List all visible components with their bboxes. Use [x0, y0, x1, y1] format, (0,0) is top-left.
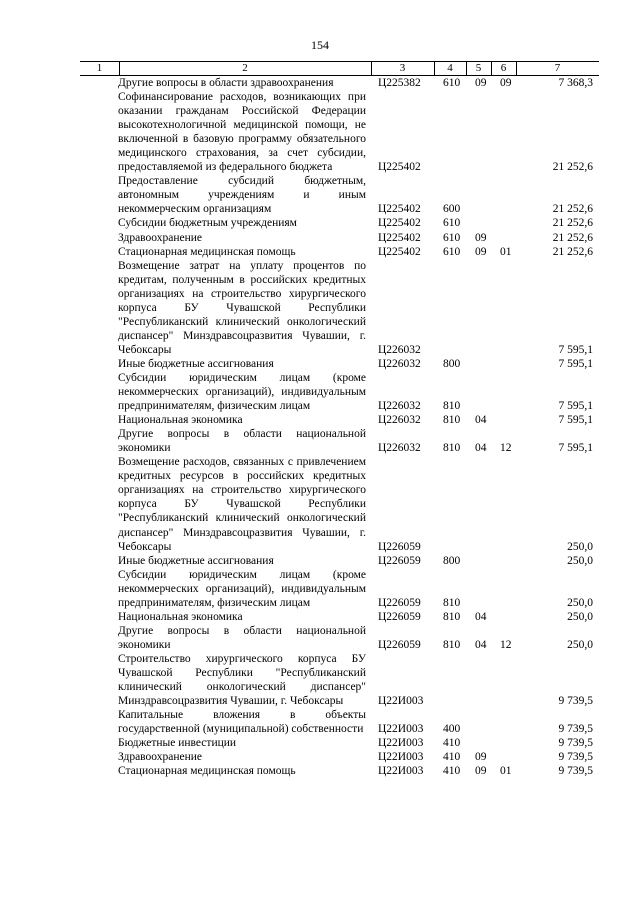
row-col-5: 09	[475, 765, 487, 778]
table-row	[0, 708, 640, 736]
row-name: Капитальные вложения в объекты государственной (муниципальной) собственности	[118, 709, 366, 736]
table-row	[0, 427, 640, 455]
row-amount: 250,0	[567, 596, 593, 609]
row-col-4: 810	[443, 400, 461, 413]
row-amount: 250,0	[567, 554, 593, 567]
table-header	[80, 61, 599, 76]
row-amount: 9 739,5	[558, 695, 593, 708]
row-name: Субсидии бюджетным учреждениям	[118, 217, 297, 230]
row-amount: 7 595,1	[558, 414, 593, 427]
table-row	[0, 554, 640, 568]
table-row	[0, 231, 640, 245]
row-name: Здравоохранение	[118, 231, 203, 244]
header-col-3: 3	[399, 62, 406, 74]
row-code: Ц22И003	[378, 695, 424, 708]
row-name: Предоставление субсидий бюджетным, автономным учреждениям и иным некоммерческим организациям	[118, 175, 366, 216]
row-amount: 21 252,6	[552, 161, 593, 174]
table-row	[0, 750, 640, 764]
row-amount: 250,0	[567, 610, 593, 623]
table-row	[0, 568, 640, 610]
table-row	[0, 216, 640, 230]
row-col-4: 800	[443, 357, 461, 370]
table-row	[0, 76, 640, 90]
row-code: Ц226059	[378, 638, 421, 651]
row-col-4: 600	[443, 203, 461, 216]
row-code: Ц22И003	[378, 723, 424, 736]
row-name: Здравоохранение	[118, 751, 203, 764]
row-amount: 9 739,5	[558, 765, 593, 778]
row-name: Национальная экономика	[118, 610, 243, 623]
row-name: Строительство хирургического корпуса БУ Чувашской Республики "Республиканский клинический онкологический диспансер" Минздравсоцразвития Чувашии, г. Чебоксары	[118, 652, 366, 708]
row-code: Ц225402	[378, 217, 421, 230]
row-col-4: 610	[443, 217, 461, 230]
row-amount: 250,0	[567, 638, 593, 651]
table-row	[0, 357, 640, 371]
row-col-4: 400	[443, 723, 461, 736]
table-row	[0, 736, 640, 750]
row-amount: 250,0	[567, 540, 593, 553]
header-col-1: 1	[96, 62, 103, 74]
row-code: Ц225402	[378, 203, 421, 216]
row-name: Иные бюджетные ассигнования	[118, 357, 274, 370]
row-amount: 21 252,6	[552, 217, 593, 230]
table-row	[0, 764, 640, 778]
row-name: Другие вопросы в области национальной экономики	[118, 428, 366, 455]
row-code: Ц225402	[378, 231, 421, 244]
row-col-6: 09	[500, 77, 512, 89]
row-name: Софинансирование расходов, возникающих при оказании гражданам Российской Федерации высокотехнологичной медицинской помощи, не включенной в базовую программу обязательного медицинского страхования, за счет субсидии, предоставляемой из федерального бюджета	[118, 91, 366, 174]
row-name: Возмещение расходов, связанных с привлечением кредитных ресурсов в российских кредитных организациях на строительство хирургического корпуса БУ Чувашской Республики "Республиканский клинический онкологический диспансер" Минздравсоцразвития Чувашии, г. Чебоксары	[118, 456, 366, 553]
row-name: Стационарная медицинская помощь	[118, 765, 296, 778]
row-name: Другие вопросы в области национальной экономики	[118, 624, 366, 651]
row-amount: 21 252,6	[552, 231, 593, 244]
row-code: Ц226032	[378, 343, 421, 356]
table-row	[0, 245, 640, 259]
row-code: Ц226032	[378, 400, 421, 413]
row-code: Ц226059	[378, 540, 421, 553]
row-col-4: 410	[443, 737, 461, 750]
row-code: Ц225402	[378, 161, 421, 174]
row-amount: 7 595,1	[558, 400, 593, 413]
row-col-5: 09	[475, 751, 487, 764]
row-col-4: 810	[443, 442, 461, 455]
row-col-6: 12	[500, 638, 512, 651]
row-col-4: 810	[443, 638, 461, 651]
table-row	[0, 413, 640, 427]
row-col-5: 04	[475, 610, 487, 623]
row-code: Ц226059	[378, 610, 421, 623]
table-row	[0, 652, 640, 708]
header-col-5: 5	[475, 62, 482, 74]
header-col-2: 2	[242, 62, 248, 74]
row-col-4: 410	[443, 751, 461, 764]
row-amount: 21 252,6	[552, 245, 593, 258]
row-col-4: 610	[443, 231, 461, 244]
row-amount: 9 739,5	[558, 751, 593, 764]
row-col-5: 09	[475, 77, 487, 89]
row-col-4: 810	[443, 610, 461, 623]
row-col-4: 410	[443, 765, 461, 778]
row-col-5: 09	[475, 245, 487, 258]
row-amount: 7 595,1	[558, 442, 593, 455]
table-row	[0, 624, 640, 652]
row-code: Ц226032	[378, 414, 421, 427]
table-row	[0, 371, 640, 413]
row-name: Бюджетные инвестиции	[118, 737, 237, 750]
row-name: Субсидии юридическим лицам (кроме некоммерческих организаций), индивидуальным предпринимателям, физическим лицам	[118, 371, 366, 413]
row-code: Ц225402	[378, 245, 421, 258]
row-code: Ц226059	[378, 596, 421, 609]
row-amount: 7 368,3	[558, 77, 593, 89]
table-row	[0, 610, 640, 624]
row-col-5: 04	[475, 638, 487, 651]
row-code: Ц22И003	[378, 737, 424, 750]
row-name: Субсидии юридическим лицам (кроме некоммерческих организаций), индивидуальным предпринимателям, физическим лицам	[118, 568, 366, 609]
table-row	[0, 90, 640, 174]
row-name: Другие вопросы в области здравоохранения	[118, 77, 334, 89]
table-row	[0, 455, 640, 553]
row-col-6: 01	[500, 765, 512, 778]
row-code: Ц226032	[378, 357, 421, 370]
row-name: Возмещение затрат на уплату процентов по кредитам, полученным в российских кредитных организациях на строительство хирургического корпуса БУ Чувашской Республики "Республиканский клинический онкологический диспансер" Минздравсоцразвития Чувашии, г. Чебоксары	[118, 259, 366, 356]
budget-table-body	[0, 76, 640, 778]
page-number: 154	[311, 38, 329, 52]
row-col-6: 01	[500, 245, 512, 258]
table-row	[0, 174, 640, 216]
header-col-7: 7	[554, 62, 561, 74]
row-col-4: 610	[443, 77, 461, 89]
row-code: Ц226032	[378, 442, 421, 455]
row-amount: 9 739,5	[558, 723, 593, 736]
header-col-6: 6	[500, 62, 507, 74]
row-code: Ц225382	[378, 77, 421, 89]
row-code: Ц22И003	[378, 751, 424, 764]
row-col-4: 810	[443, 414, 461, 427]
row-amount: 7 595,1	[558, 343, 593, 356]
row-col-5: 04	[475, 442, 487, 455]
header-col-4: 4	[447, 62, 453, 74]
row-col-6: 12	[500, 442, 512, 455]
table-row	[0, 259, 640, 357]
row-code: Ц226059	[378, 554, 421, 567]
row-col-4: 810	[443, 596, 461, 609]
row-name: Иные бюджетные ассигнования	[118, 554, 274, 567]
row-amount: 9 739,5	[558, 737, 593, 750]
row-name: Стационарная медицинская помощь	[118, 245, 296, 258]
row-col-4: 800	[443, 554, 461, 567]
row-name: Национальная экономика	[118, 414, 243, 427]
row-amount: 21 252,6	[552, 203, 593, 216]
row-col-5: 04	[475, 414, 487, 427]
row-col-4: 610	[443, 245, 461, 258]
row-amount: 7 595,1	[558, 357, 593, 370]
row-code: Ц22И003	[378, 765, 424, 778]
row-col-5: 09	[475, 231, 487, 244]
